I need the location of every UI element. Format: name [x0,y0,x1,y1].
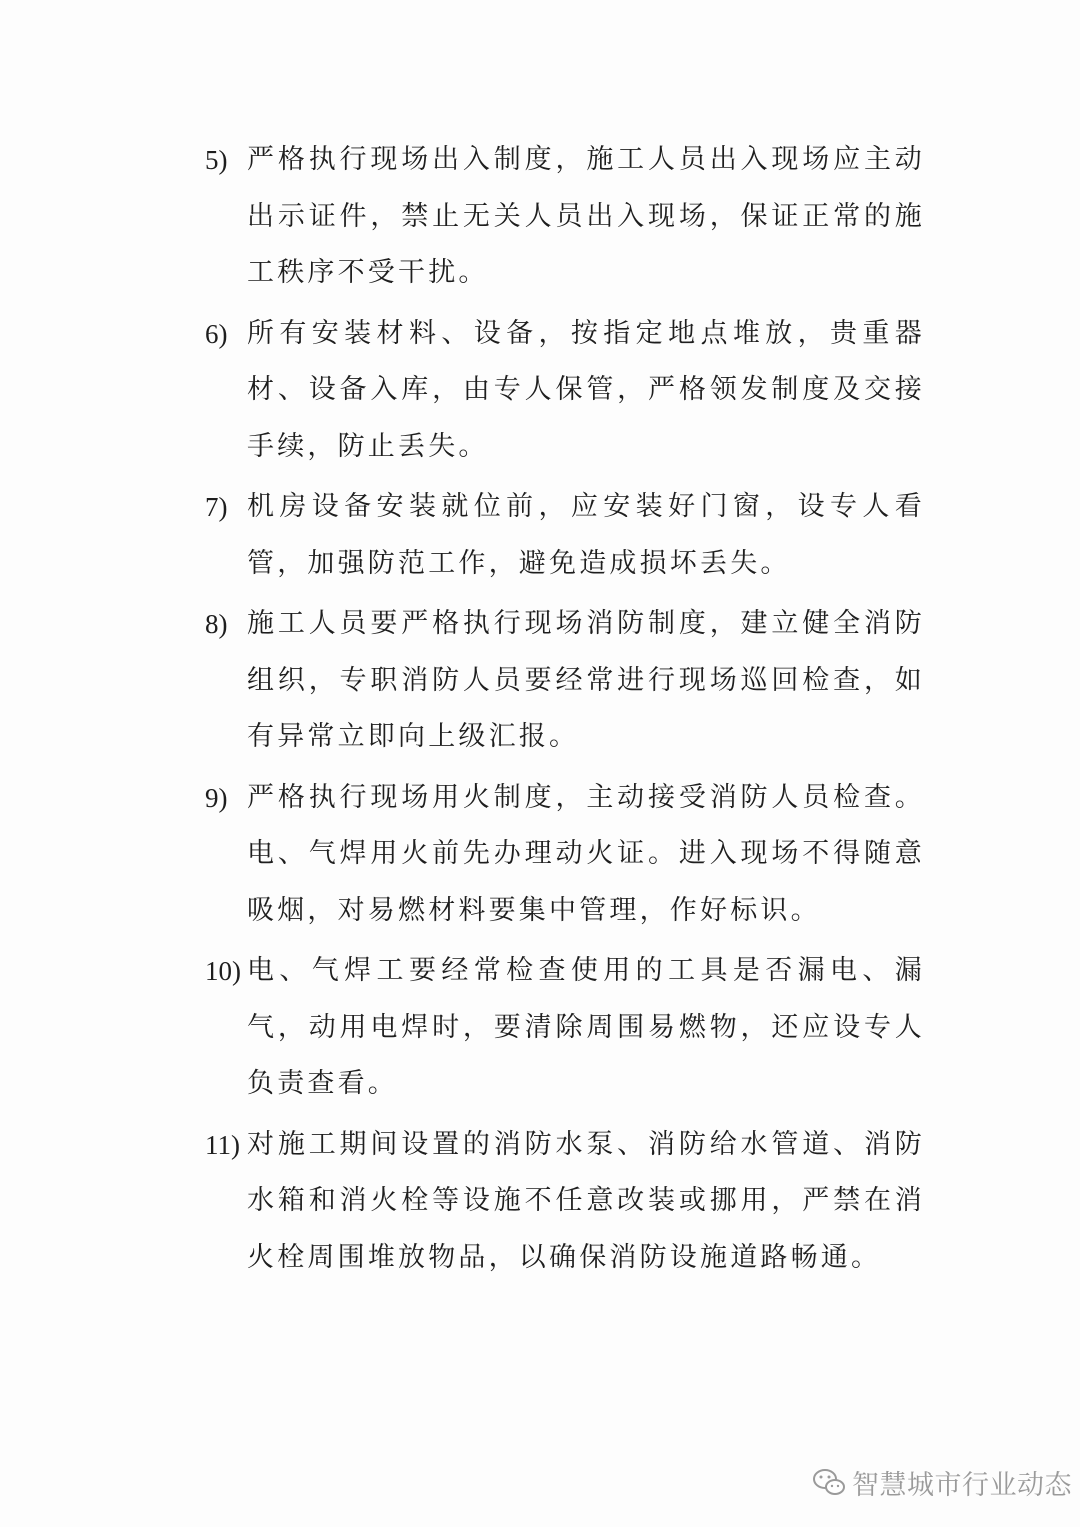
list-item [205,306,925,476]
item-text: 所有安装材料、设备，按指定地点堆放，贵重器材、设备入库，由专人保管，严格领发制度及交接手续，防止丢失。 [247,317,925,462]
item-text: 严格执行现场出入制度，施工人员出入现场应主动出示证件，禁止无关人员出入现场，保证正常的施工秩序不受干扰。 [247,144,925,288]
list-item [205,943,925,1113]
watermark-text: 智慧城市行业动态 [852,1469,1072,1501]
item-text: 严格执行现场用火制度，主动接受消防人员检查。电、气焊用火前先办理动火证。进入现场不得随意吸烟，对易燃材料要集中管理，作好标识。 [247,781,925,926]
item-number: 8) [205,609,228,639]
list-item [205,770,925,940]
list-item [205,1117,925,1287]
numbered-list [205,132,925,1286]
item-number: 10) [205,956,241,986]
item-number: 9) [205,782,228,813]
item-text: 电、气焊工要经常检查使用的工具是否漏电、漏气，动用电焊时，要清除周围易燃物，还应设专人负责查看。 [247,955,925,1099]
list-item [205,596,925,766]
item-text: 机房设备安装就位前，应安装好门窗，设专人看管，加强防范工作，避免造成损坏丢失。 [247,491,925,579]
list-item [205,132,925,302]
watermark [812,1462,1072,1502]
item-number: 7) [205,492,228,522]
wechat-icon [812,1467,846,1497]
list-item [205,479,925,592]
item-number: 5) [205,145,228,175]
item-text: 施工人员要严格执行现场消防制度，建立健全消防组织，专职消防人员要经常进行现场巡回检查，如有异常立即向上级汇报。 [247,608,925,752]
item-text: 对施工期间设置的消防水泵、消防给水管道、消防水箱和消火栓等设施不任意改装或挪用，严禁在消火栓周围堆放物品，以确保消防设施道路畅通。 [247,1128,925,1273]
item-number: 11) [205,1129,240,1160]
item-number: 6) [205,318,228,349]
